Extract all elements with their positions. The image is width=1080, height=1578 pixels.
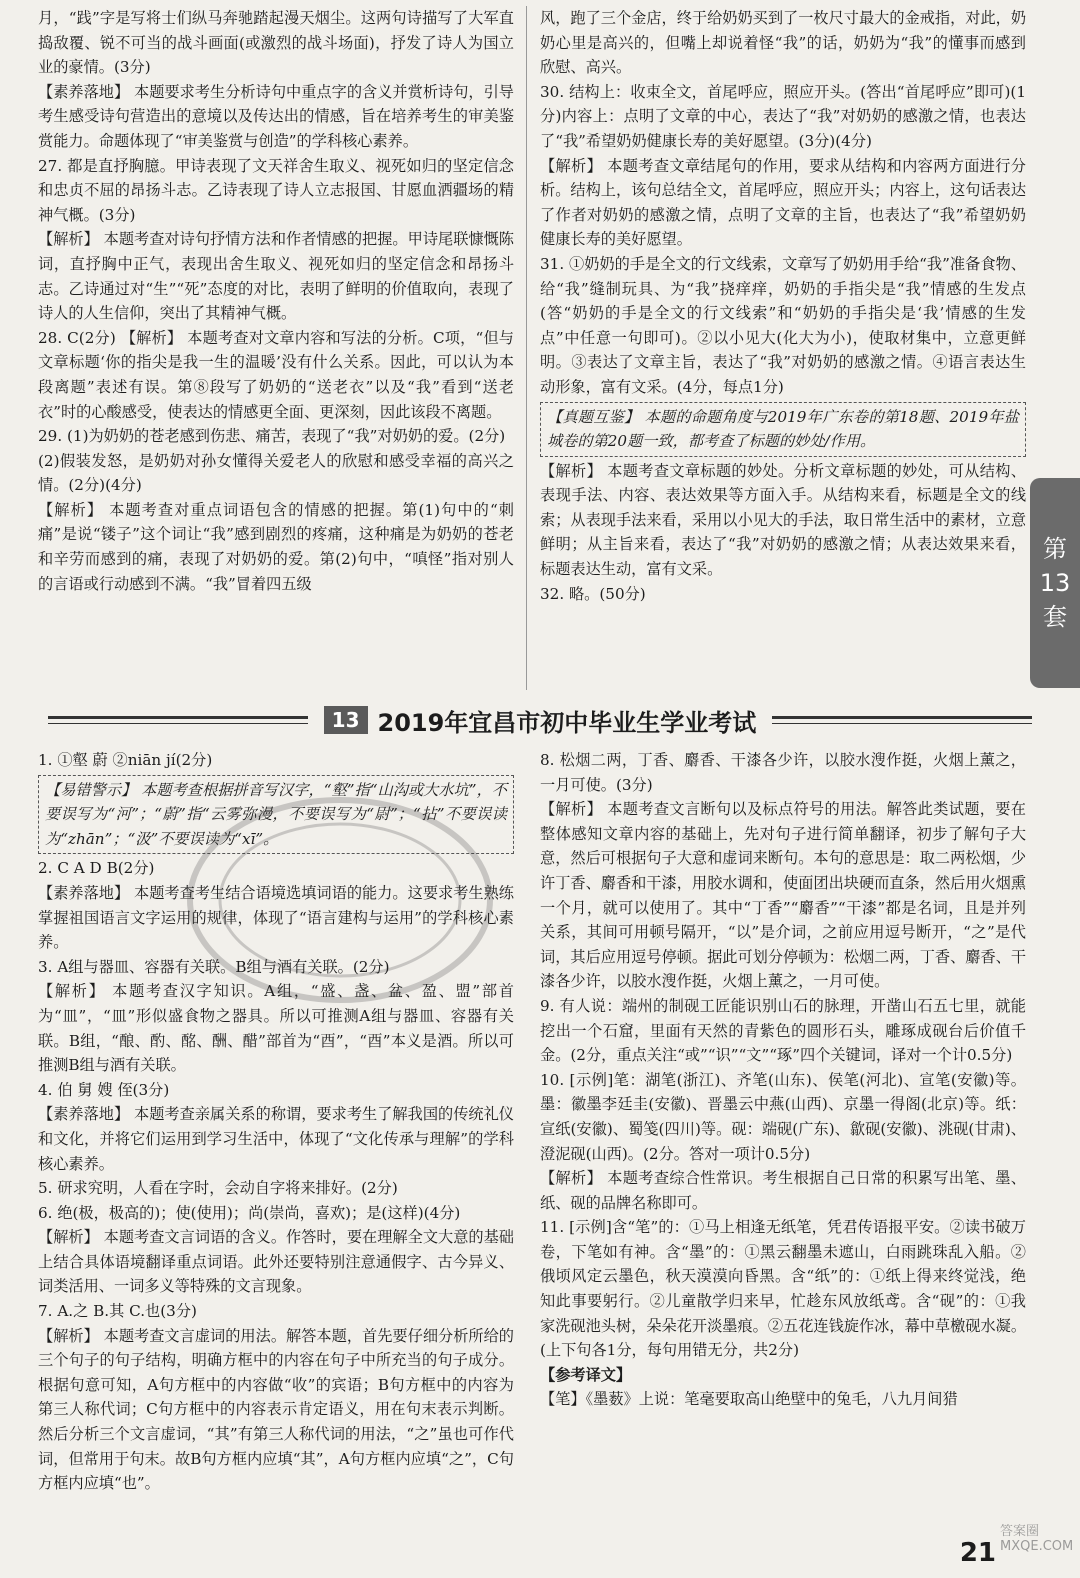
volume-side-tab xyxy=(1030,478,1080,688)
left-top-column xyxy=(38,6,514,690)
paragraph: 【解析】 本题考查文章标题的妙处。分析文章标题的妙处，可从结构、表现手法、内容、表达效果等方面入手。从结构来看，标题是全文的线索；从表现手法来看，采用以小见大的手法，取日常生活中的素材，立意鲜明；从主旨来看，表达了“我”对奶奶的感激之情；从表达效果来看，标题表达生动，富有文采。 xyxy=(540,461,1026,579)
paragraph: 3. A组与器皿、容器有关联。B组与酒有关联。(2分) xyxy=(38,957,390,976)
paragraph: 4. 伯 舅 嫂 侄(3分) xyxy=(38,1080,170,1099)
error-warning-box xyxy=(38,775,514,855)
paragraph: 2. C A D B(2分) xyxy=(38,859,155,878)
side-tab-char: 套 xyxy=(1043,603,1067,631)
paragraph: 【素养落地】 本题考查考生结合语境选填词语的能力。这要求考生熟练掌握祖国语言文字运用的规律，体现了“语言建构与运用”的学科核心素养。 xyxy=(38,883,514,952)
paragraph: 32. 略。(50分) xyxy=(540,584,646,603)
paragraph: 11. [示例]含“笔”的：①马上相逢无纸笔，凭君传语报平安。②读书破万卷，下笔如有神。含“墨”的：①黑云翻墨未遮山，白雨跳珠乱入船。②俄顷风定云墨色，秋天漠漠向昏黑。含“纸”的：①纸上得来终觉浅，绝知此事要躬行。②儿童散学归来早，忙趁东风放纸鸢。含“砚”的：①我家洗砚池头树，朵朵花开淡墨痕。②五花连钱旋作冰，幕中草檄砚水凝。(上下句各1分，每句用错无分，共2分) xyxy=(540,1218,1026,1360)
paragraph: 【解析】 本题考查文章结尾句的作用，要求从结构和内容两方面进行分析。结构上，该句总结全文，首尾呼应，照应开头；内容上，这句话表达了作者对奶奶的感激之情，点明了文章的主旨，也表达了“我”希望奶奶健康长寿的美好愿望。 xyxy=(540,156,1026,249)
side-tab-char: 第 xyxy=(1043,535,1067,563)
paragraph: 风，跑了三个金店，终于给奶奶买到了一枚尺寸最大的金戒指，对此，奶奶心里是高兴的，但嘴上却说着怪“我”的话，奶奶为“我”的懂事而感到欣慰、高兴。 xyxy=(540,9,1026,77)
section-heading xyxy=(0,700,1080,740)
page-number: 21 xyxy=(959,1538,996,1568)
paragraph: 【解析】 本题考查综合性常识。考生根据自己日常的积累写出笔、墨、纸、砚的品牌名称即可。 xyxy=(540,1169,1026,1212)
title-rule-left xyxy=(48,716,308,724)
paragraph: 29. (1)为奶奶的苍老感到伤悲、痛苦，表现了“我”对奶奶的爱。(2分) xyxy=(38,427,506,446)
paragraph: 【解析】 本题考查对重点词语包含的情感的把握。第(1)句中的“刺痛”是说“镂子”这个词让“我”感到剧烈的疼痛，这种痛是为奶奶的苍老和辛劳而感到的痛，表现了对奶奶的爱。第(2)句中，“嗔怪”指对别人的言语或行动感到不满。“我”冒着四五级 xyxy=(38,500,514,593)
paragraph: 月，“践”字是写将士们纵马奔驰踏起漫天烟尘。这两句诗描写了大军直捣敌覆、锐不可当的战斗画面(或激烈的战斗场面)，抒发了诗人为国立业的豪情。(3分) xyxy=(38,9,514,77)
reference-translation-label: 【参考译文】 xyxy=(540,1365,632,1384)
paragraph: 【笔】《墨薮》上说：笔毫要取高山绝壁中的兔毛，八九月间猎 xyxy=(540,1390,958,1409)
paragraph: 8. 松烟二两，丁香、麝香、干漆各少许，以胶水溲作挺，火烟上薰之，一月可使。(3分) xyxy=(540,751,1026,794)
paragraph: 7. A.之 B.其 C.也(3分) xyxy=(38,1302,197,1321)
paragraph: 27. 都是直抒胸臆。甲诗表现了文天祥舍生取义、视死如归的坚定信念和忠贞不屈的昂扬斗志。乙诗表现了诗人立志报国、甘愿血洒疆场的精神气概。(3分) xyxy=(38,156,514,224)
side-tab-number: 13 xyxy=(1039,569,1071,597)
right-top-column xyxy=(540,6,1026,690)
paragraph: 【素养落地】 本题要求考生分析诗句中重点字的含义并赏析诗句，引导考生感受诗句营造出的意境以及传达出的情感，旨在培养考生的审美鉴赏能力。命题体现了“审美鉴赏与创造”的学科核心素养。 xyxy=(38,82,514,150)
paragraph: 9. 有人说：端州的制砚工匠能识别山石的脉理，开凿山石五七里，就能挖出一个石窟，里面有天然的青紫色的圆形石头，雕琢成砚台后价值千金。(2分，重点关注“或”“识”“文”“琢”四个关键词，译对一个计0.5分) xyxy=(540,996,1026,1065)
paragraph: 【素养落地】 本题考查亲属关系的称谓，要求考生了解我国的传统礼仪和文化，并将它们运用到学习生活中，体现了“文化传承与理解”的学科核心素养。 xyxy=(38,1105,514,1173)
paragraph: (2)假装发怒，是奶奶对孙女懂得关爱老人的欣慰和感受幸福的高兴之情。(2分)(4分) xyxy=(38,451,514,495)
paragraph: 【真题互鉴】 本题的命题角度与2019年广东卷的第18题、2019年盐城卷的第20题一致，都考查了标题的妙处/作用。 xyxy=(547,407,1019,451)
paragraph: 【解析】 本题考查文言虚词的用法。解答本题，首先要仔细分析所给的三个句子的句子结构，明确方框中的内容在句子中所充当的句子成分。根据句意可知，A句方框中的内容做“收”的宾语；B句方框中的内容为第三人称代词；C句方框中的内容表示肯定语义，用在句末表示判断。然后分析三个文言虚词，“其”有第三人称代词的用法，“之”虽也可作代词，但常用于句末。故B句方框内应填“其”，A句方框内应填“之”，C句方框内应填“也”。 xyxy=(38,1326,514,1493)
paragraph: 10. [示例]笔：湖笔(浙江)、齐笔(山东)、侯笔(河北)、宣笔(安徽)等。墨：徽墨李廷圭(安徽)、晋墨云中燕(山西)、京墨一得阁(北京)等。纸：宣纸(安徽)、蜀笺(四川)等。砚：端砚(广东)、歙砚(安徽)、洮砚(甘肃)、澄泥砚(山西)。(2分。答对一项计0.5分) xyxy=(540,1070,1026,1163)
section-number-badge: 13 xyxy=(324,706,368,734)
paragraph: 【解析】 本题考查对诗句抒情方法和作者情感的把握。甲诗尾联慷慨陈词，直抒胸中正气，表现出舍生取义、视死如归的坚定信念和昂扬斗志。乙诗通过对“生”“死”态度的对比，表明了鲜明的价值取向，表现了诗人的人生信仰，突出了其精神气概。 xyxy=(38,230,514,323)
paragraph: 6. 绝(极，极高的)；使(使用)；尚(崇尚，喜欢)；是(这样)(4分) xyxy=(38,1203,461,1222)
section-title: 2019年宜昌市初中毕业生学业考试 xyxy=(377,708,757,737)
right-bottom-column xyxy=(540,748,1026,1538)
paragraph: 31. ①奶奶的手是全文的行文线索，文章写了奶奶用手给“我”准备食物、给“我”缝制玩具、为“我”挠痒痒，奶奶的手指尖是“我”情感的生发点(答“奶奶的手是全文的行文线索”和“奶奶的手指尖是‘我’情感的生发点”中任意一句即可)。②以小见大(化大为小)，使取材集中，立意更鲜明。③表达了文章主旨，表达了“我”对奶奶的感激之情。④语言表达生动形象，富有文采。(4分，每点1分) xyxy=(540,254,1026,396)
paragraph: 30. 结构上：收束全文，首尾呼应，照应开头。(答出“首尾呼应”即可)(1分)内容上：点明了文章的中心，表达了“我”对奶奶的感激之情，也表达了“我”希望奶奶健康长寿的美好愿望。(3分)(4分) xyxy=(540,82,1026,150)
paragraph: 【解析】 本题考查汉字知识。A组，“盛、盏、盆、盈、盟”部首为“皿”，“皿”形似盛食物之器具。所以可推测A组与器皿、容器有关联。B组，“酿、酌、酩、酬、醋”部首为“酉”，“酉”本义是酒。所以可推测B组与酒有关联。 xyxy=(38,982,514,1075)
title-rule-right xyxy=(772,716,1032,724)
left-bottom-column xyxy=(38,748,514,1538)
paragraph: 5. 研求究明，人看在字时，会动自字将来排好。(2分) xyxy=(38,1179,398,1198)
paragraph: 28. C(2分) 【解析】 本题考查对文章内容和写法的分析。C项，“但与文章标题‘你的指尖是我一生的温暖’没有什么关系。因此，可以认为本段离题”表述有误。第⑧段写了奶奶的“送老衣”以及“我”看到“送老衣”时的心酸感受，使表达的情感更全面、更深刻，因此该段不离题。 xyxy=(38,328,514,421)
exam-comparison-box xyxy=(540,402,1026,457)
site-watermark: 答案圈 MXQE.COM xyxy=(1000,1524,1074,1554)
paragraph: 1. ①壑 蔚 ②niān jí(2分) xyxy=(38,751,213,769)
column-divider xyxy=(526,6,527,690)
paragraph: 【易错警示】 本题考查根据拼音写汉字，“壑”指“山沟或大水坑”，不要误写为“河”；“蔚”指“云雾弥漫，不要误写为“尉”；“拈”不要误读为“zhān”；“汲”不要误读为“xī”。 xyxy=(45,780,507,848)
paragraph: 【解析】 本题考查文言断句以及标点符号的用法。解答此类试题，要在整体感知文章内容的基础上，先对句子进行简单翻译，初步了解句子大意，然后可根据句子大意和虚词来断句。本句的意思是：取二两松烟，少许丁香、麝香和干漆，用胶水调和，使面团出块硬而直条，然后用火烟熏一个月，就可以使用了。其中“丁香”“麝香”“干漆”都是名词，且是并列关系，其间可用顿号隔开，“以”是介词，之前应用逗号断开，“之”是代词，其后应用逗号停顿。据此可划分停顿为：松烟二两，丁香、麝香、干漆各少许，以胶水溲作挺，火烟上薰之，一月可使。 xyxy=(540,800,1026,991)
paragraph: 【解析】 本题考查文言词语的含义。作答时，要在理解全文大意的基础上结合具体语境翻译重点词语。此外还要特别注意通假字、古今异义、词类活用、一词多义等特殊的文言现象。 xyxy=(38,1228,514,1296)
